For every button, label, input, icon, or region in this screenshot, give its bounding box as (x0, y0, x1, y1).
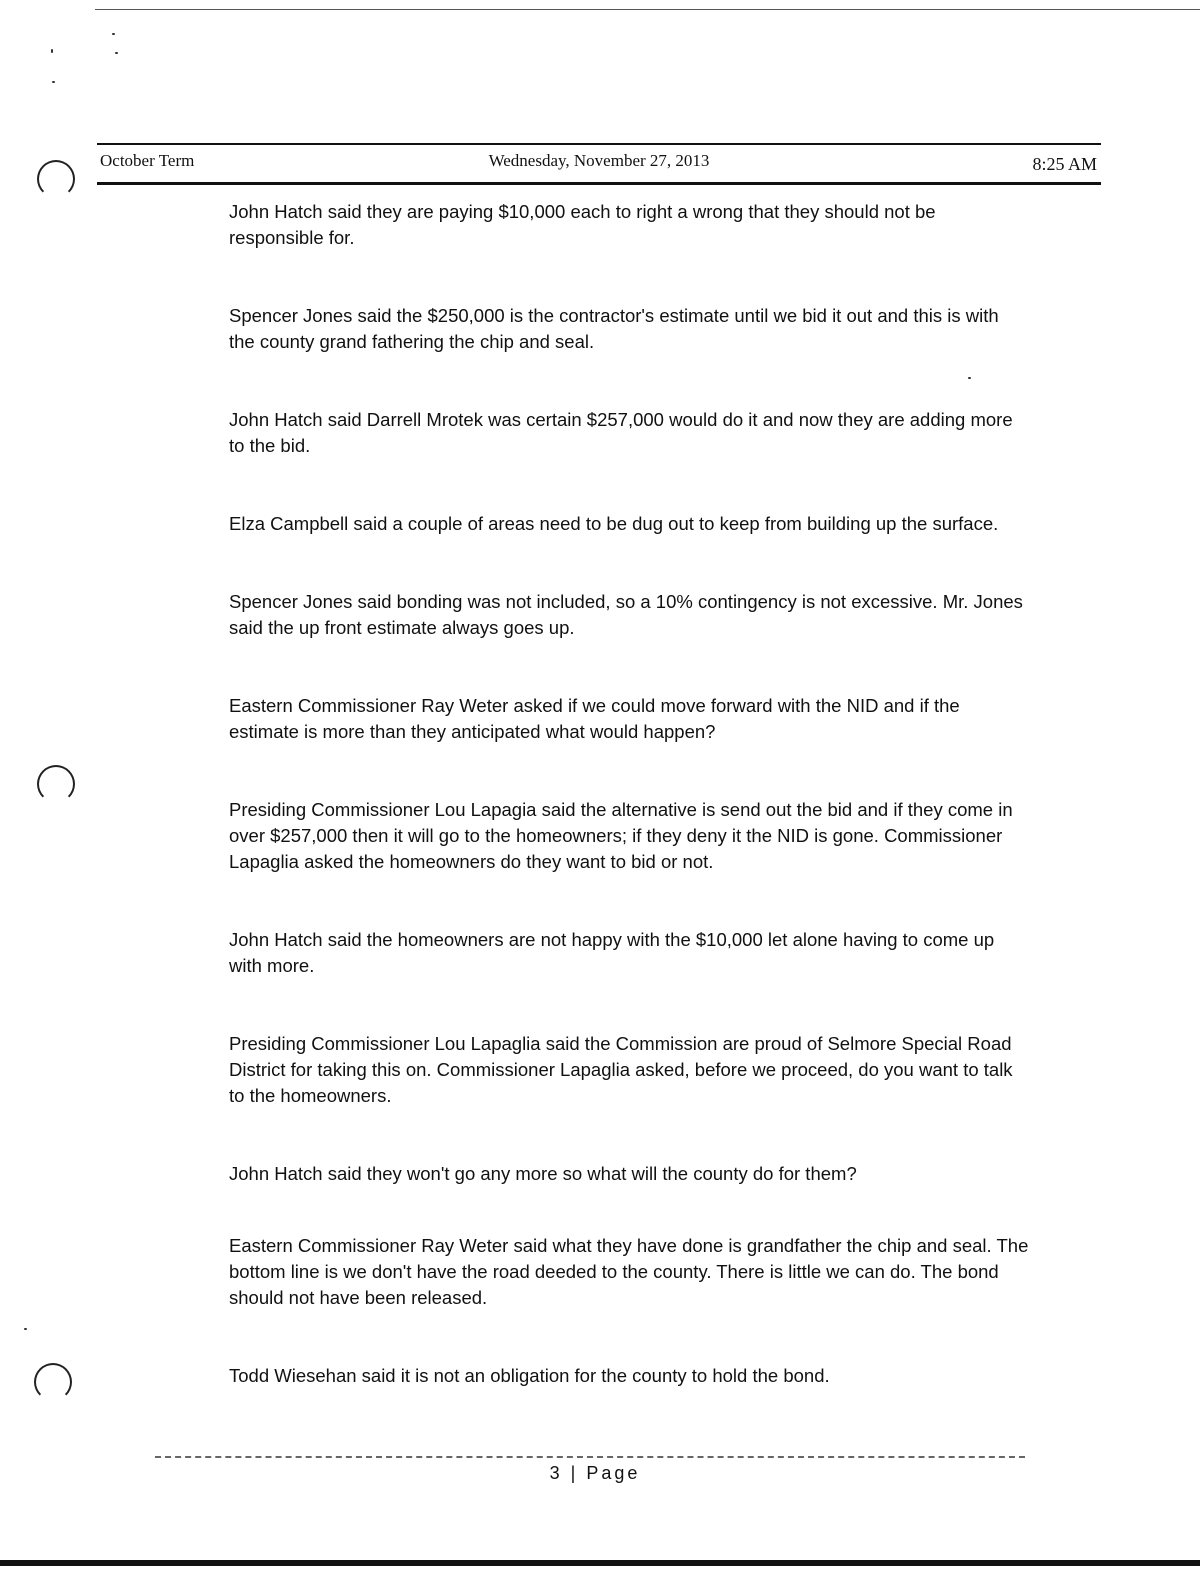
binder-hole (37, 160, 75, 198)
paragraph: John Hatch said they won't go any more so what will the county do for them? (229, 1163, 857, 1184)
binder-hole (34, 1363, 72, 1401)
scan-speck (115, 52, 118, 54)
page-number: 3 | Page (549, 1463, 641, 1483)
paragraph: Elza Campbell said a couple of areas need to be dug out to keep from building up the surface. (229, 513, 999, 534)
paragraph: Presiding Commissioner Lou Lapagia said the alternative is send out the bid and if they come in over $257,000 then it will go to the homeowners; if they deny it the NID is gone. Commissioner Lapaglia asked the homeowners do they want to bid or not. (229, 799, 1013, 872)
paragraph: Eastern Commissioner Ray Weter said what they have done is grandfather the chip and seal. The bottom line is we don't have the road deeded to the county. There is little we can do. The bond should not have been released. (229, 1235, 1029, 1308)
scan-speck (112, 33, 115, 35)
paragraph: John Hatch said they are paying $10,000 each to right a wrong that they should not be responsible for. (229, 201, 936, 248)
footer-rule (155, 1456, 1025, 1458)
paragraph: Eastern Commissioner Ray Weter asked if we could move forward with the NID and if the estimate is more than they anticipated what would happen? (229, 695, 960, 742)
scan-bottom-edge (0, 1560, 1200, 1566)
scan-speck (24, 1328, 27, 1330)
header-time: 8:25 AM (1032, 154, 1097, 174)
paragraph: Spencer Jones said the $250,000 is the contractor's estimate until we bid it out and this is with the county grand fathering the chip and seal. (229, 305, 999, 352)
header-date: Wednesday, November 27, 2013 (488, 151, 710, 170)
page-header (97, 143, 1101, 185)
header-term: October Term (100, 151, 195, 170)
paragraph: John Hatch said Darrell Mrotek was certain $257,000 would do it and now they are adding more to the bid. (229, 409, 1013, 456)
paragraph: Presiding Commissioner Lou Lapaglia said the Commission are proud of Selmore Special Road District for taking this on. Commissioner Lapaglia asked, before we proceed, do you want to talk to the homeowners. (229, 1033, 1013, 1106)
scan-speck (51, 49, 53, 53)
scan-top-edge (95, 9, 1200, 10)
paragraph: Todd Wiesehan said it is not an obligation for the county to hold the bond. (229, 1365, 830, 1386)
minutes-body (229, 199, 1029, 1441)
scan-speck (52, 81, 55, 83)
binder-hole (37, 765, 75, 803)
paragraph: Spencer Jones said bonding was not included, so a 10% contingency is not excessive. Mr. Jones said the up front estimate always goes up. (229, 591, 1023, 638)
paragraph: John Hatch said the homeowners are not happy with the $10,000 let alone having to come up with more. (229, 929, 995, 976)
